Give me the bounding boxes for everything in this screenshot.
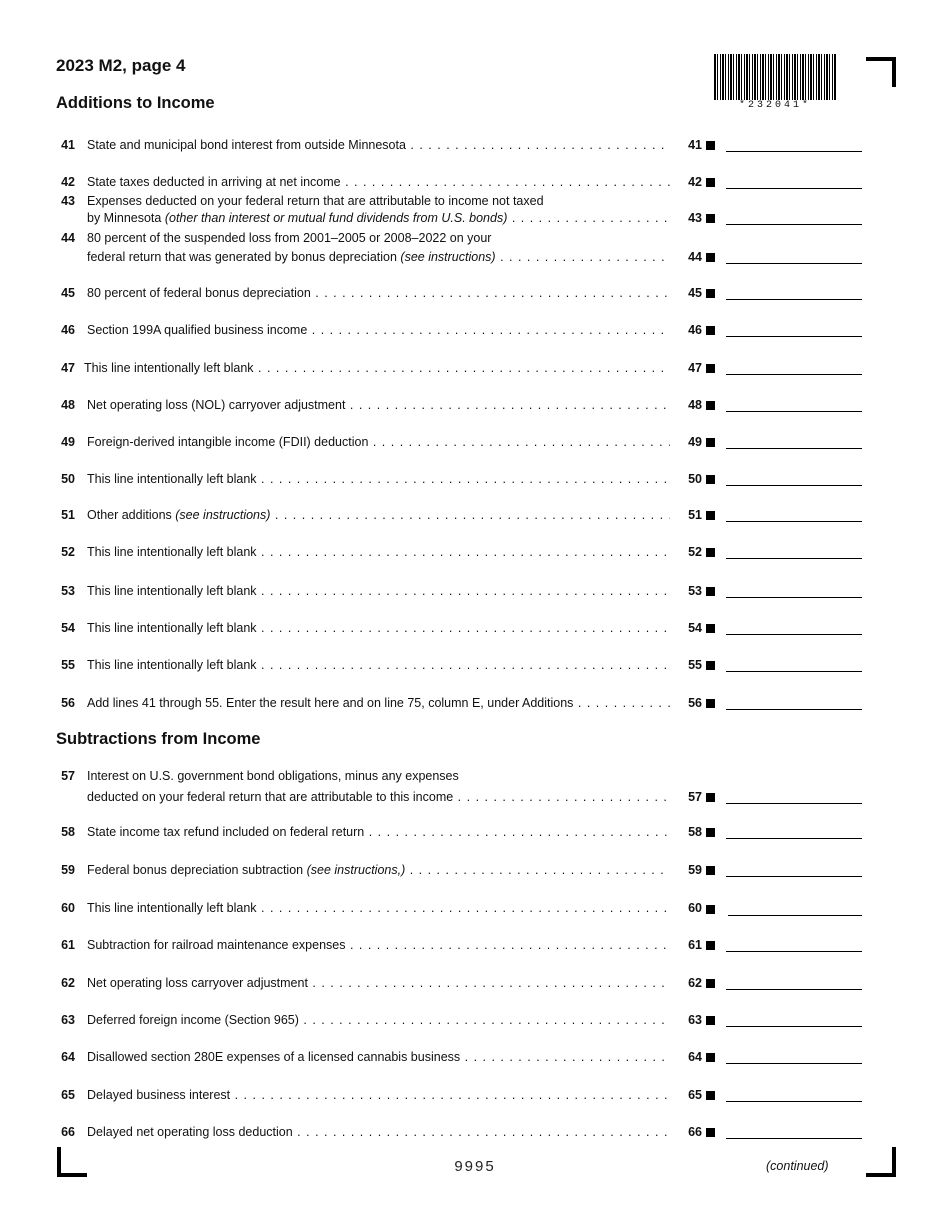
- amount-field-60[interactable]: [728, 901, 862, 916]
- line-description: [87, 863, 670, 877]
- amount-field-52[interactable]: [726, 544, 862, 559]
- line-number: 51: [61, 508, 75, 522]
- line-number: 41: [61, 138, 75, 152]
- amount-field-45[interactable]: [726, 285, 862, 300]
- amount-field-51[interactable]: [726, 507, 862, 522]
- line-number: 43: [61, 194, 75, 208]
- marker-square: [706, 475, 715, 484]
- line-54: [56, 621, 862, 637]
- amount-field-41[interactable]: [726, 137, 862, 152]
- line-59: [56, 863, 862, 879]
- line-43: [56, 194, 862, 228]
- marker-square: [706, 214, 715, 223]
- amount-field-61[interactable]: [726, 937, 862, 952]
- line-42: [56, 175, 862, 191]
- line-ref: 52: [688, 545, 702, 559]
- amount-field-50[interactable]: [726, 471, 862, 486]
- amount-field-47[interactable]: [726, 360, 862, 375]
- line-41: [56, 138, 862, 154]
- line-number: 65: [61, 1088, 75, 1102]
- marker-square: [706, 587, 715, 596]
- line-ref: 65: [688, 1088, 702, 1102]
- marker-square: [706, 661, 715, 670]
- line-number: 66: [61, 1125, 75, 1139]
- marker-square: [706, 941, 715, 950]
- line-47: [56, 361, 862, 377]
- line-number: 48: [61, 398, 75, 412]
- marker-square: [706, 1091, 715, 1100]
- line-55: [56, 658, 862, 674]
- line-60: [56, 901, 862, 917]
- line-ref: 56: [688, 696, 702, 710]
- line-ref: 44: [688, 250, 702, 264]
- line-description: State taxes deducted in arriving at net income . . .: [87, 175, 670, 189]
- line-51: [56, 508, 862, 524]
- line-number: 55: [61, 658, 75, 672]
- line-number: 52: [61, 545, 75, 559]
- line-description: Foreign-derived intangible income (FDII) deduction . . .: [87, 435, 670, 449]
- line-49: [56, 435, 862, 451]
- line-description: This line intentionally left blank . . .: [87, 472, 670, 486]
- line-description: This line intentionally left blank . . .: [87, 901, 670, 915]
- line-description-2: [87, 250, 670, 264]
- marker-square: [706, 178, 715, 187]
- marker-square: [706, 828, 715, 837]
- line-52: [56, 545, 862, 561]
- amount-field-53[interactable]: [726, 583, 862, 598]
- line-53: [56, 584, 862, 600]
- line-description: Delayed net operating loss deduction . . .: [87, 1125, 670, 1139]
- line-ref: 57: [688, 790, 702, 804]
- amount-field-65[interactable]: [726, 1087, 862, 1102]
- line-description: This line intentionally left blank . . .: [87, 545, 670, 559]
- line-number: 64: [61, 1050, 75, 1064]
- line-ref: 55: [688, 658, 702, 672]
- marker-square: [706, 326, 715, 335]
- line-ref: 64: [688, 1050, 702, 1064]
- line-44: [56, 231, 862, 265]
- line-66: [56, 1125, 862, 1141]
- amount-field-66[interactable]: [726, 1124, 862, 1139]
- marker-square: [706, 793, 715, 802]
- desc-text: Federal bonus depreciation subtraction: [87, 863, 307, 877]
- desc-text: federal return that was generated by bonus depreciation: [87, 250, 401, 264]
- marker-square: [706, 511, 715, 520]
- marker-square: [706, 699, 715, 708]
- line-ref: 50: [688, 472, 702, 486]
- marker-square: [706, 624, 715, 633]
- line-46: [56, 323, 862, 339]
- line-description: Add lines 41 through 55. Enter the result here and on line 75, column E, under Additions . . .: [87, 696, 670, 710]
- desc-text: Other additions: [87, 508, 176, 522]
- line-description: [87, 508, 670, 522]
- line-ref: 47: [688, 361, 702, 375]
- line-ref: 51: [688, 508, 702, 522]
- corner-mark-top-right: [866, 57, 896, 87]
- amount-field-55[interactable]: [726, 657, 862, 672]
- line-ref: 48: [688, 398, 702, 412]
- marker-square: [706, 438, 715, 447]
- section-additions: Additions to Income: [56, 94, 215, 112]
- marker-square: [706, 1016, 715, 1025]
- line-description: This line intentionally left blank . . .: [84, 361, 670, 375]
- marker-square: [706, 289, 715, 298]
- line-number: 49: [61, 435, 75, 449]
- marker-square: [706, 1053, 715, 1062]
- line-64: [56, 1050, 862, 1066]
- line-61: [56, 938, 862, 954]
- line-48: [56, 398, 862, 414]
- desc-italic: (see instructions): [175, 508, 271, 522]
- marker-square: [706, 866, 715, 875]
- line-45: [56, 286, 862, 302]
- marker-square: [706, 401, 715, 410]
- marker-square: [706, 1128, 715, 1137]
- line-description: Deferred foreign income (Section 965) . . .: [87, 1013, 670, 1027]
- corner-mark-bottom-left: [57, 1147, 87, 1177]
- line-63: [56, 1013, 862, 1029]
- line-ref: 42: [688, 175, 702, 189]
- amount-field-46[interactable]: [726, 322, 862, 337]
- line-number: 42: [61, 175, 75, 189]
- marker-square: [706, 905, 715, 914]
- line-number: 63: [61, 1013, 75, 1027]
- barcode-text: *232041*: [738, 100, 811, 111]
- line-description: Section 199A qualified business income . . .: [87, 323, 670, 337]
- form-id-number: 9995: [454, 1158, 496, 1175]
- line-description: This line intentionally left blank . . .: [87, 658, 670, 672]
- line-description: This line intentionally left blank . . .: [87, 584, 670, 598]
- line-number: 44: [61, 231, 75, 245]
- line-ref: 59: [688, 863, 702, 877]
- line-number: 53: [61, 584, 75, 598]
- line-ref: 62: [688, 976, 702, 990]
- line-57: [56, 769, 862, 805]
- line-number: 50: [61, 472, 75, 486]
- marker-square: [706, 253, 715, 262]
- line-description-1: Interest on U.S. government bond obligations, minus any expenses: [87, 769, 459, 783]
- line-number: 57: [61, 769, 75, 783]
- line-ref: 53: [688, 584, 702, 598]
- amount-field-49[interactable]: [726, 434, 862, 449]
- line-description: Disallowed section 280E expenses of a licensed cannabis business . . .: [87, 1050, 670, 1064]
- line-number: 59: [61, 863, 75, 877]
- line-ref: 60: [688, 901, 702, 915]
- line-number: 46: [61, 323, 75, 337]
- line-number: 45: [61, 286, 75, 300]
- amount-field-59[interactable]: [726, 862, 862, 877]
- amount-field-42[interactable]: [726, 174, 862, 189]
- line-description: This line intentionally left blank . . .: [87, 621, 670, 635]
- desc-text: by Minnesota: [87, 211, 165, 225]
- amount-field-57[interactable]: [726, 789, 862, 804]
- line-50: [56, 472, 862, 488]
- line-ref: 63: [688, 1013, 702, 1027]
- desc-italic: (other than interest or mutual fund dividends from U.S. bonds): [164, 211, 508, 225]
- amount-field-56[interactable]: [726, 695, 862, 710]
- marker-square: [706, 548, 715, 557]
- line-ref: 61: [688, 938, 702, 952]
- amount-field-48[interactable]: [726, 397, 862, 412]
- line-ref: 41: [688, 138, 702, 152]
- line-description: Delayed business interest . . .: [87, 1088, 670, 1102]
- amount-field-43[interactable]: [726, 210, 862, 225]
- barcode-bars: [714, 54, 836, 100]
- line-number: 62: [61, 976, 75, 990]
- line-number: 54: [61, 621, 75, 635]
- line-description-1: Expenses deducted on your federal return that are attributable to income not taxed: [87, 194, 544, 208]
- amount-field-44[interactable]: [726, 249, 862, 264]
- barcode: [714, 54, 836, 112]
- line-description: Net operating loss (NOL) carryover adjustment . . .: [87, 398, 670, 412]
- line-number: 58: [61, 825, 75, 839]
- marker-square: [706, 141, 715, 150]
- line-number: 61: [61, 938, 75, 952]
- marker-square: [706, 979, 715, 988]
- line-65: [56, 1088, 862, 1104]
- line-number: 47: [61, 361, 75, 375]
- line-62: [56, 976, 862, 992]
- line-56: [56, 696, 862, 712]
- line-ref: 45: [688, 286, 702, 300]
- amount-field-64[interactable]: [726, 1049, 862, 1064]
- line-description: Net operating loss carryover adjustment . . .: [87, 976, 670, 990]
- line-number: 56: [61, 696, 75, 710]
- line-number: 60: [61, 901, 75, 915]
- corner-mark-bottom-right: [866, 1147, 896, 1177]
- line-description: State income tax refund included on federal return . . .: [87, 825, 670, 839]
- line-description: State and municipal bond interest from outside Minnesota . . .: [87, 138, 670, 152]
- amount-field-62[interactable]: [726, 975, 862, 990]
- line-ref: 46: [688, 323, 702, 337]
- line-description-1: 80 percent of the suspended loss from 2001–2005 or 2008–2022 on your: [87, 231, 492, 245]
- page-title: 2023 M2, page 4: [56, 56, 186, 75]
- amount-field-54[interactable]: [726, 620, 862, 635]
- line-description: 80 percent of federal bonus depreciation . . .: [87, 286, 670, 300]
- line-ref: 54: [688, 621, 702, 635]
- line-ref: 58: [688, 825, 702, 839]
- line-description: Subtraction for railroad maintenance expenses . . .: [87, 938, 670, 952]
- desc-italic: (see instructions): [400, 250, 496, 264]
- amount-field-63[interactable]: [726, 1012, 862, 1027]
- section-subtractions: Subtractions from Income: [56, 730, 261, 748]
- desc-italic: (see instructions,): [306, 863, 406, 877]
- line-description-2: [87, 211, 670, 225]
- line-58: [56, 825, 862, 841]
- continued-note: (continued): [766, 1159, 829, 1173]
- line-ref: 66: [688, 1125, 702, 1139]
- line-ref: 43: [688, 211, 702, 225]
- amount-field-58[interactable]: [726, 824, 862, 839]
- marker-square: [706, 364, 715, 373]
- line-description-2: deducted on your federal return that are attributable to this income . . .: [87, 790, 670, 804]
- line-ref: 49: [688, 435, 702, 449]
